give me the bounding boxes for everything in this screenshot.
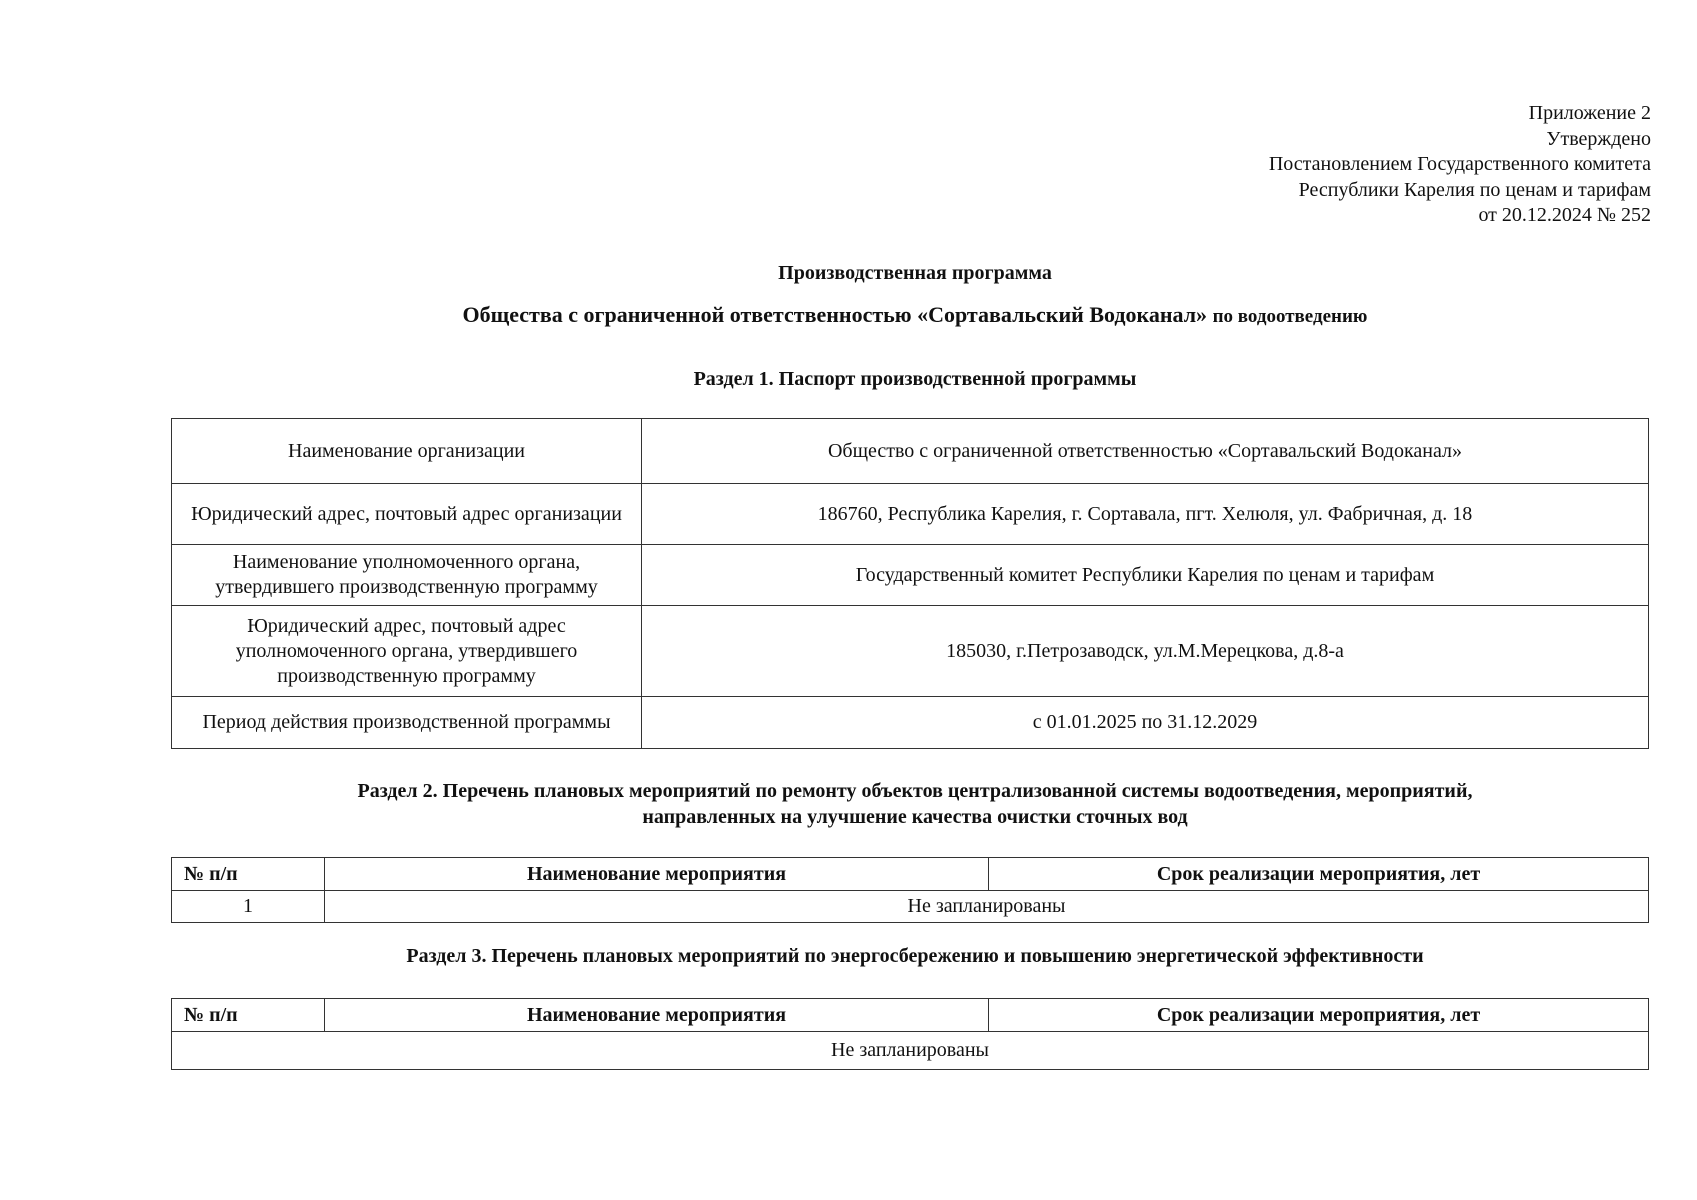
approved-label: Утверждено: [1546, 127, 1651, 150]
table-row: [172, 484, 1649, 545]
table-header-row: [172, 858, 1649, 891]
column-header-event-name: Наименование мероприятия: [325, 999, 989, 1032]
passport-label: Наименование организации: [172, 419, 642, 484]
program-title: Производственная программа: [778, 262, 1052, 284]
section-2-title: [0, 778, 1697, 830]
appendix-label: Приложение 2: [1528, 102, 1651, 124]
column-header-number: № п/п: [172, 999, 325, 1032]
column-header-term: Срок реализации мероприятия, лет: [989, 999, 1649, 1032]
passport-label: Юридический адрес, почтовый адрес уполномоченного органа, утвердившего производственную программу: [172, 606, 642, 697]
section-2-title-line-1: Раздел 2. Перечень плановых мероприятий по ремонту объектов централизованной системы водоотведения, мероприятий,: [357, 780, 1473, 802]
section-3-title: Раздел 3. Перечень плановых мероприятий по энергосбережению и повышению энергетической эффективности: [406, 945, 1424, 967]
table-row: [172, 545, 1649, 606]
passport-value: 186760, Республика Карелия, г. Сортавала, пгт. Хелюля, ул. Фабричная, д. 18: [642, 484, 1649, 545]
organization-name: Общества с ограниченной ответственностью «Сортавальский Водоканал»: [462, 302, 1208, 327]
section-2-table: [171, 857, 1649, 923]
organization-title: [0, 302, 1697, 328]
passport-value: Общество с ограниченной ответственностью «Сортавальский Водоканал»: [642, 419, 1649, 484]
column-header-term: Срок реализации мероприятия, лет: [989, 858, 1649, 891]
section-3-table: [171, 998, 1649, 1070]
table-header-row: [172, 999, 1649, 1032]
passport-label: Период действия производственной программы: [172, 697, 642, 749]
column-header-event-name: Наименование мероприятия: [325, 858, 989, 891]
table-row: [172, 606, 1649, 697]
row-number: 1: [172, 891, 325, 923]
table-row: [172, 891, 1649, 923]
section-2-title-line-2: направленных на улучшение качества очистки сточных вод: [642, 806, 1188, 828]
passport-value: с 01.01.2025 по 31.12.2029: [642, 697, 1649, 749]
passport-value: 185030, г.Петрозаводск, ул.М.Мерецкова, д.8-а: [642, 606, 1649, 697]
row-status: Не запланированы: [325, 891, 1649, 923]
passport-label: Наименование уполномоченного органа, утвердившего производственную программу: [172, 545, 642, 606]
passport-value: Государственный комитет Республики Карелия по ценам и тарифам: [642, 545, 1649, 606]
approval-block: [1269, 101, 1651, 229]
passport-table: [171, 418, 1649, 749]
approved-by-line-2: Республики Карелия по ценам и тарифам: [1298, 178, 1651, 201]
column-header-number: № п/п: [172, 858, 325, 891]
passport-label: Юридический адрес, почтовый адрес организации: [172, 484, 642, 545]
table-row: [172, 419, 1649, 484]
table-row: [172, 1032, 1649, 1070]
table-row: [172, 697, 1649, 749]
row-status: Не запланированы: [172, 1032, 1649, 1070]
program-scope: по водоотведению: [1212, 306, 1368, 327]
approved-by-line-1: Постановлением Государственного комитета: [1268, 153, 1651, 175]
approval-date-number: от 20.12.2024 № 252: [1478, 204, 1651, 226]
section-1-title: Раздел 1. Паспорт производственной программы: [693, 368, 1137, 390]
